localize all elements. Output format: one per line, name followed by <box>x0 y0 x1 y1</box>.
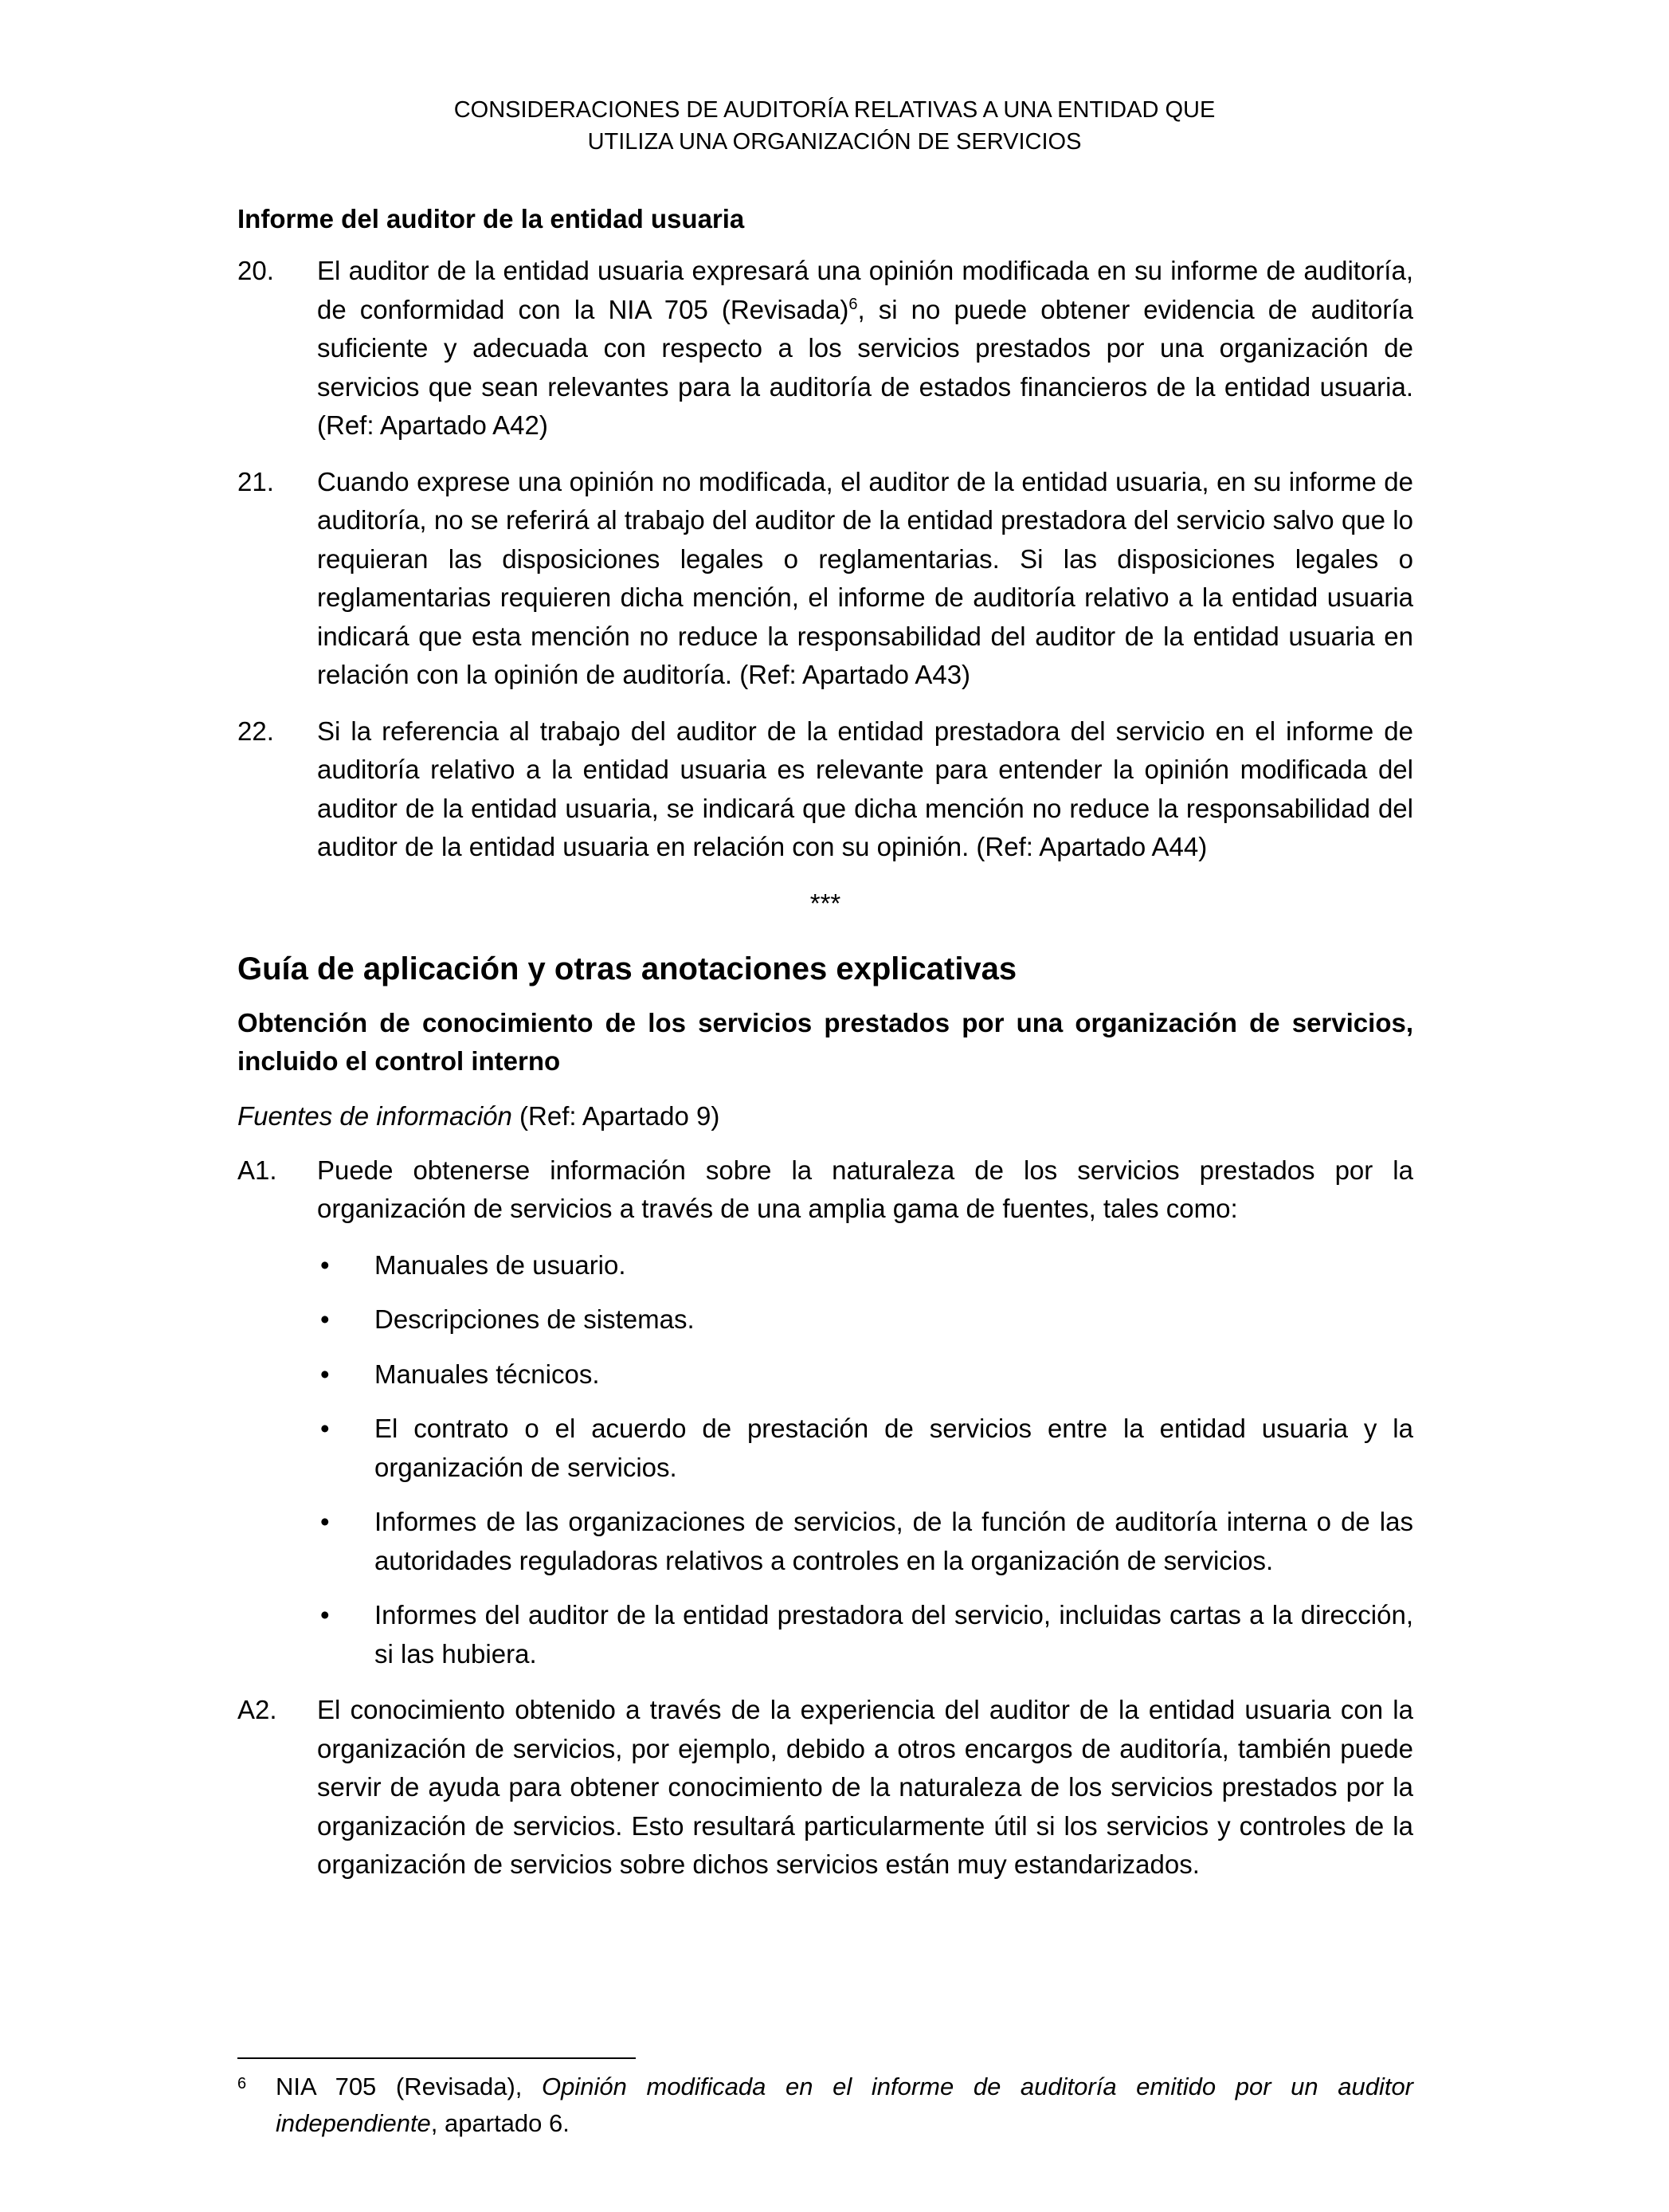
paragraph-text: Si la referencia al trabajo del auditor de la entidad prestadora del servicio en el informe de auditoría relativo a la entidad usuaria es relevante para entender la opinión modificada del auditor de la entidad usuaria, se indicará que dicha mención no reduce la responsabilidad del auditor de la entidad usuaria en relación con su opinión. (Ref: Apartado A44) <box>317 716 1413 861</box>
guide-title: Guía de aplicación y otras anotaciones explicativas <box>237 951 1017 986</box>
list-item-text: Manuales de usuario. <box>374 1249 626 1280</box>
sources-list <box>317 1246 1413 1674</box>
paragraph-number: A1. <box>237 1155 277 1185</box>
guide-subheading: Obtención de conocimiento de los servicios prestados por una organización de servicios, incluido el control interno <box>237 1007 1413 1076</box>
footnote-prefix: NIA 705 (Revisada), <box>276 2073 543 2100</box>
running-header <box>0 94 1669 158</box>
bullet-icon: • <box>320 1304 330 1334</box>
paragraph-number: 21. <box>237 466 274 496</box>
list-item <box>317 1410 1413 1487</box>
document-body <box>237 199 1413 1902</box>
informe-heading: Informe del auditor de la entidad usuaria <box>237 204 745 233</box>
list-item <box>317 1596 1413 1673</box>
list-item-text: Informes de las organizaciones de servicios, de la función de auditoría interna o de las autoridades reguladoras relativos a controles en la organización de servicios. <box>374 1507 1413 1575</box>
list-item <box>317 1355 1413 1394</box>
paragraph-a2 <box>237 1691 1413 1885</box>
bullet-icon: • <box>320 1359 330 1389</box>
footnote-title: Opinión modificada en el informe de auditoría emitido por un auditor independiente <box>276 2073 1414 2137</box>
bullet-icon: • <box>320 1414 330 1443</box>
bullet-icon: • <box>320 1249 330 1280</box>
section-separator: *** <box>809 888 841 918</box>
bullet-icon: • <box>320 1600 330 1630</box>
paragraph-22 <box>237 712 1413 867</box>
footnote-reference: 6 <box>848 295 858 313</box>
running-header-line-1: CONSIDERACIONES DE AUDITORÍA RELATIVAS A UNA ENTIDAD QUE <box>453 97 1216 123</box>
paragraph-20 <box>237 252 1413 445</box>
bullet-icon: • <box>320 1507 330 1536</box>
sources-heading-italic: Fuentes de información <box>237 1100 512 1131</box>
paragraph-21 <box>237 463 1413 695</box>
list-item <box>317 1503 1413 1580</box>
footnote <box>237 2069 1413 2142</box>
list-item <box>317 1246 1413 1285</box>
footnote-separator <box>237 2057 636 2059</box>
list-item-text: Descripciones de sistemas. <box>374 1304 695 1334</box>
list-item-text: Manuales técnicos. <box>374 1359 600 1389</box>
running-header-line-2: UTILIZA UNA ORGANIZACIÓN DE SERVICIOS <box>587 129 1082 155</box>
paragraph-a1 <box>237 1151 1413 1229</box>
list-item <box>317 1300 1413 1339</box>
paragraph-text: Cuando exprese una opinión no modificada, el auditor de la entidad usuaria, en su informe de auditoría, no se referirá al trabajo del auditor de la entidad prestadora del servicio salvo que lo requieran las disposiciones legales o reglamentarias. Si las disposiciones legales o reglamentarias requieren dicha mención, el informe de auditoría relativo a la entidad usuaria indicará que esta mención no reduce la responsabilidad del auditor de la entidad usuaria en relación con la opinión de auditoría. (Ref: Apartado A43) <box>317 466 1413 689</box>
list-item-text: Informes del auditor de la entidad prestadora del servicio, incluidas cartas a la dirección, si las hubiera. <box>374 1600 1413 1669</box>
paragraph-text-continued: , si no puede obtener evidencia de auditoría suficiente y adecuada con respecto a los servicios prestados por una organización de servicios que sean relevantes para la auditoría de estados financieros de la entidad usuaria. (Ref: Apartado A42) <box>317 294 1413 440</box>
paragraph-number: A2. <box>237 1695 277 1724</box>
sources-heading <box>237 1097 1413 1135</box>
paragraph-number: 20. <box>237 256 274 285</box>
paragraph-text: El conocimiento obtenido a través de la experiencia del auditor de la entidad usuaria con la organización de servicios, por ejemplo, debido a otros encargos de auditoría, también puede servir de ayuda para obtener conocimiento de la naturaleza de los servicios prestados por la organización de servicios. Esto resultará particularmente útil si los servicios y controles de la organización de servicios sobre dichos servicios están muy estandarizados. <box>317 1695 1413 1879</box>
footnote-suffix: , apartado 6. <box>430 2109 570 2137</box>
paragraph-number: 22. <box>237 716 274 746</box>
paragraph-text: El auditor de la entidad usuaria expresará una opinión modificada en su informe de auditoría, de conformidad con la NIA 705 (Revisada) <box>317 256 1413 324</box>
footnote-number: 6 <box>237 2075 247 2092</box>
paragraph-text: Puede obtenerse información sobre la naturaleza de los servicios prestados por la organización de servicios a través de una amplia gama de fuentes, tales como: <box>317 1155 1413 1223</box>
sources-heading-ref: (Ref: Apartado 9) <box>511 1100 720 1131</box>
list-item-text: El contrato o el acuerdo de prestación de servicios entre la entidad usuaria y la organización de servicios. <box>374 1414 1413 1482</box>
